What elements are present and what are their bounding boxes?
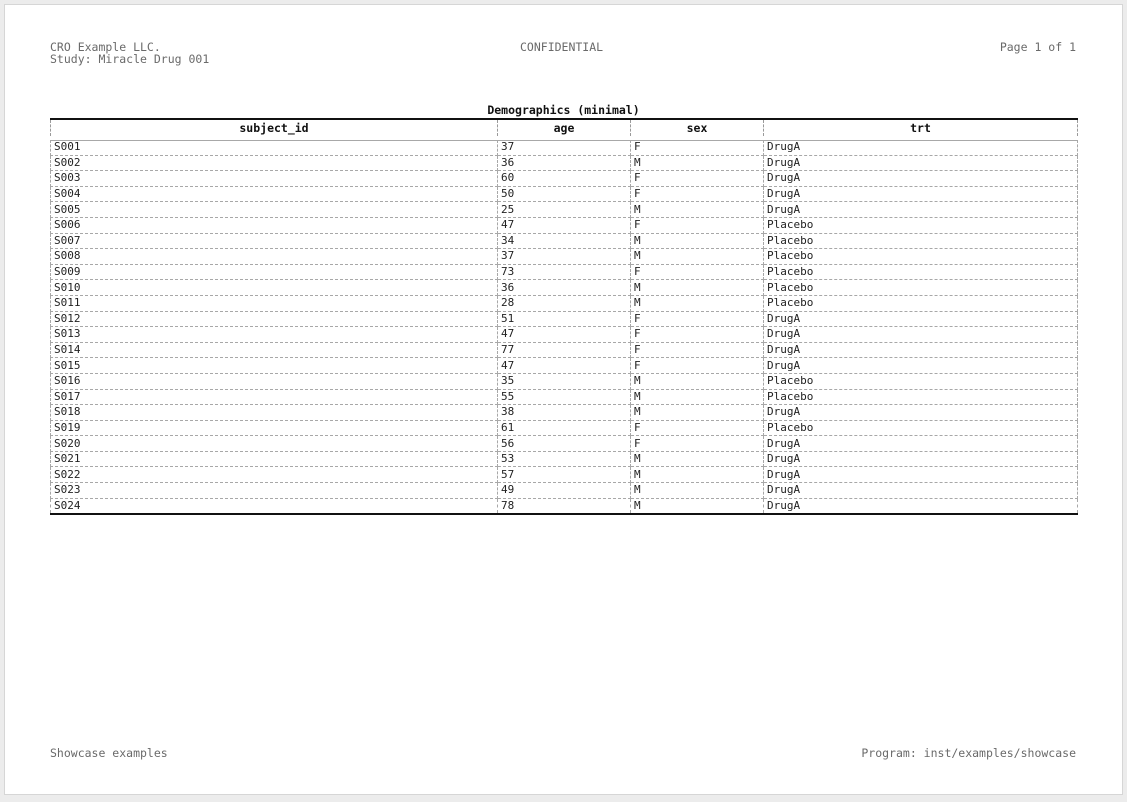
cell-sex: F [631, 342, 764, 358]
cell-sex: M [631, 451, 764, 467]
table-body [51, 138, 1078, 514]
cell-subject-id: S020 [51, 436, 498, 452]
cell-age: 47 [498, 358, 631, 374]
cell-age: 78 [498, 498, 631, 514]
table-row [51, 280, 1078, 296]
cell-age: 34 [498, 233, 631, 249]
footer-left: Showcase examples [50, 746, 168, 760]
cell-sex: M [631, 249, 764, 265]
cell-trt: DrugA [764, 358, 1078, 374]
cell-subject-id: S019 [51, 420, 498, 436]
cell-age: 47 [498, 327, 631, 343]
cell-trt: DrugA [764, 483, 1078, 499]
cell-sex: F [631, 420, 764, 436]
cell-subject-id: S011 [51, 295, 498, 311]
cell-age: 51 [498, 311, 631, 327]
cell-subject-id: S008 [51, 249, 498, 265]
cell-subject-id: S016 [51, 373, 498, 389]
table-row [51, 498, 1078, 514]
column-header-subject-id: subject_id [51, 119, 498, 138]
cell-subject-id: S010 [51, 280, 498, 296]
table-row [51, 202, 1078, 218]
cell-subject-id: S021 [51, 451, 498, 467]
table-header-row [51, 119, 1078, 138]
table-row [51, 451, 1078, 467]
cell-subject-id: S022 [51, 467, 498, 483]
confidential-label: CONFIDENTIAL [520, 40, 604, 54]
cell-sex: M [631, 233, 764, 249]
cell-trt: Placebo [764, 389, 1078, 405]
table-row [51, 171, 1078, 187]
cell-age: 73 [498, 264, 631, 280]
cell-trt: Placebo [764, 233, 1078, 249]
cell-age: 60 [498, 171, 631, 187]
cell-trt: Placebo [764, 249, 1078, 265]
column-header-trt: trt [764, 119, 1078, 138]
cell-age: 28 [498, 295, 631, 311]
table-row [51, 467, 1078, 483]
column-header-sex: sex [631, 119, 764, 138]
cell-sex: F [631, 358, 764, 374]
cell-sex: F [631, 171, 764, 187]
cell-trt: DrugA [764, 138, 1078, 155]
cell-trt: Placebo [764, 264, 1078, 280]
cell-trt: DrugA [764, 451, 1078, 467]
cell-subject-id: S003 [51, 171, 498, 187]
cell-trt: DrugA [764, 171, 1078, 187]
cell-sex: M [631, 467, 764, 483]
cell-trt: DrugA [764, 155, 1078, 171]
cell-sex: M [631, 483, 764, 499]
cell-trt: Placebo [764, 280, 1078, 296]
cell-subject-id: S015 [51, 358, 498, 374]
table-row [51, 420, 1078, 436]
cell-subject-id: S024 [51, 498, 498, 514]
cell-age: 61 [498, 420, 631, 436]
table-row [51, 186, 1078, 202]
cell-subject-id: S017 [51, 389, 498, 405]
cell-sex: F [631, 327, 764, 343]
cell-subject-id: S023 [51, 483, 498, 499]
page-number: Page 1 of 1 [999, 40, 1076, 54]
cell-subject-id: S012 [51, 311, 498, 327]
cell-subject-id: S005 [51, 202, 498, 218]
cell-age: 25 [498, 202, 631, 218]
table-row [51, 264, 1078, 280]
cell-age: 55 [498, 389, 631, 405]
cell-sex: M [631, 498, 764, 514]
cell-sex: M [631, 405, 764, 421]
cell-sex: M [631, 389, 764, 405]
cell-trt: DrugA [764, 311, 1078, 327]
table-row [51, 389, 1078, 405]
cell-sex: F [631, 186, 764, 202]
cell-subject-id: S007 [51, 233, 498, 249]
cell-trt: DrugA [764, 498, 1078, 514]
cell-subject-id: S002 [51, 155, 498, 171]
cell-age: 36 [498, 155, 631, 171]
cell-age: 37 [498, 249, 631, 265]
cell-trt: Placebo [764, 217, 1078, 233]
cell-age: 36 [498, 280, 631, 296]
table-row [51, 138, 1078, 155]
cell-trt: Placebo [764, 295, 1078, 311]
cell-age: 57 [498, 467, 631, 483]
table-row [51, 249, 1078, 265]
cell-subject-id: S001 [51, 138, 498, 155]
cell-trt: Placebo [764, 373, 1078, 389]
cell-trt: DrugA [764, 436, 1078, 452]
cell-subject-id: S013 [51, 327, 498, 343]
footer-program: Program: inst/examples/showcase [861, 746, 1076, 760]
cell-trt: DrugA [764, 405, 1078, 421]
cell-trt: DrugA [764, 342, 1078, 358]
cell-sex: M [631, 280, 764, 296]
header-left [50, 41, 209, 65]
cell-subject-id: S009 [51, 264, 498, 280]
cell-sex: M [631, 295, 764, 311]
report-page [4, 4, 1123, 795]
demographics-table [50, 118, 1078, 515]
table-row [51, 217, 1078, 233]
cell-sex: F [631, 311, 764, 327]
cell-sex: M [631, 155, 764, 171]
table-row [51, 311, 1078, 327]
table-title: Demographics (minimal) [487, 103, 640, 117]
cell-trt: DrugA [764, 186, 1078, 202]
cell-age: 56 [498, 436, 631, 452]
table-row [51, 342, 1078, 358]
column-header-age: age [498, 119, 631, 138]
cell-sex: F [631, 138, 764, 155]
cell-age: 37 [498, 138, 631, 155]
table-row [51, 295, 1078, 311]
cell-subject-id: S014 [51, 342, 498, 358]
cell-subject-id: S006 [51, 217, 498, 233]
cell-trt: DrugA [764, 327, 1078, 343]
study-name: Study: Miracle Drug 001 [50, 52, 210, 66]
cell-subject-id: S004 [51, 186, 498, 202]
table-row [51, 373, 1078, 389]
cell-sex: F [631, 436, 764, 452]
cell-trt: DrugA [764, 467, 1078, 483]
table-row [51, 436, 1078, 452]
cell-age: 49 [498, 483, 631, 499]
cell-sex: M [631, 202, 764, 218]
table-row [51, 233, 1078, 249]
cell-trt: Placebo [764, 420, 1078, 436]
cell-trt: DrugA [764, 202, 1078, 218]
table-row [51, 358, 1078, 374]
cell-age: 50 [498, 186, 631, 202]
cell-age: 53 [498, 451, 631, 467]
cell-subject-id: S018 [51, 405, 498, 421]
cell-age: 35 [498, 373, 631, 389]
cell-sex: M [631, 373, 764, 389]
cell-sex: F [631, 264, 764, 280]
table-row [51, 483, 1078, 499]
cell-sex: F [631, 217, 764, 233]
table-row [51, 327, 1078, 343]
table-row [51, 405, 1078, 421]
cell-age: 38 [498, 405, 631, 421]
cell-age: 47 [498, 217, 631, 233]
table-row [51, 155, 1078, 171]
cell-age: 77 [498, 342, 631, 358]
sponsor-name: CRO Example LLC. [50, 40, 161, 54]
